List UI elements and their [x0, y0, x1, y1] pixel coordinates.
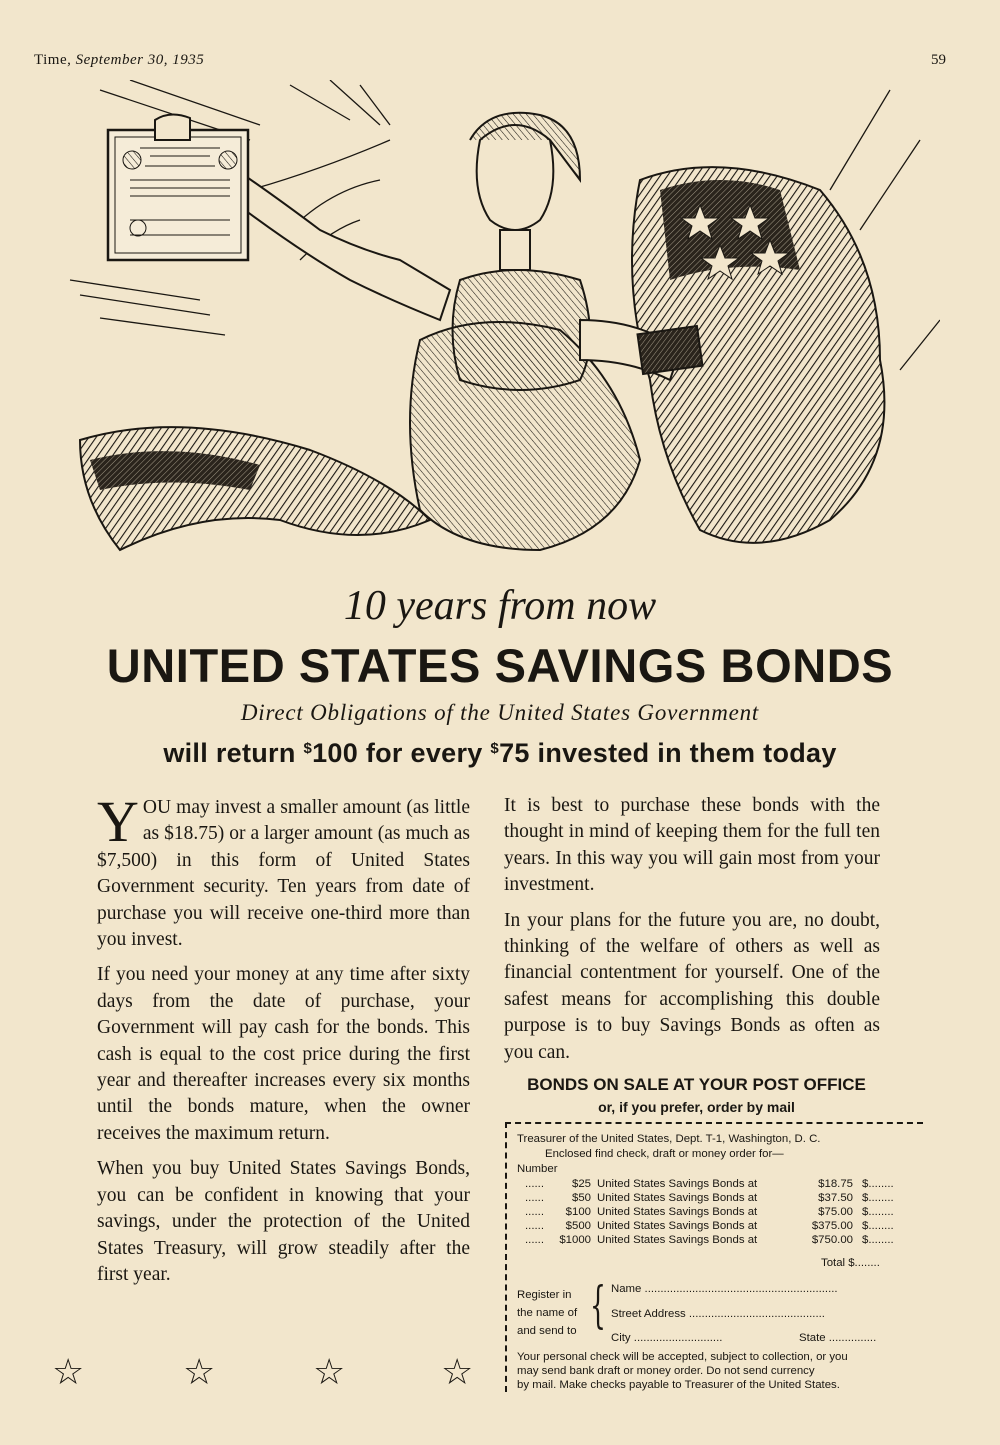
star-icon: ☆ — [52, 1352, 85, 1392]
order-coupon — [505, 1122, 925, 1397]
flag-left — [80, 427, 430, 550]
bond-order-row[interactable]: ...... $1000 United States Savings Bonds at $750.00 $........ — [525, 1234, 894, 1246]
page-number: 59 — [931, 52, 946, 68]
city-field[interactable]: City ............................ — [611, 1332, 723, 1344]
kicker: 10 years from now — [343, 583, 657, 629]
coupon-border-top — [505, 1122, 923, 1124]
bond-order-row[interactable]: ...... $50 United States Savings Bonds at $37.50 $........ — [525, 1192, 894, 1204]
paragraph: When you buy United States Savings Bonds, you can be confident in knowing that your savings, under the protection of the United States Treasury, will grow steadily after the first year. — [97, 1158, 470, 1285]
coupon-border-left — [505, 1122, 507, 1392]
star-icon: ☆ — [183, 1352, 216, 1392]
register-label: and send to — [517, 1325, 577, 1337]
magazine-header — [34, 52, 204, 69]
bond-order-row[interactable]: ...... $500 United States Savings Bonds at $375.00 $........ — [525, 1220, 894, 1232]
issue-date: September 30, 1935 — [75, 52, 205, 68]
coupon-total[interactable]: Total $........ — [821, 1257, 880, 1269]
coupon-number-label: Number — [517, 1163, 558, 1175]
state-field[interactable]: State ............... — [799, 1332, 877, 1344]
register-label: Register in — [517, 1289, 572, 1301]
left-body-column — [97, 789, 470, 1297]
paragraph: It is best to purchase these bonds with the thought in mind of keeping them for the full ten years. In this way you will gain most from your investment. — [504, 795, 880, 896]
sale-subheading: or, if you prefer, order by mail — [598, 1099, 795, 1115]
register-label: the name of — [517, 1307, 578, 1319]
fine-print-line: Your personal check will be accepted, subject to collection, or you — [517, 1351, 848, 1363]
bond-certificate — [108, 114, 248, 260]
star-icon: ☆ — [441, 1352, 474, 1392]
paragraph: YOU may invest a smaller amount (as little as $18.75) or a larger amount (as much as $7,500) in this form of United States Government security. Ten years from date of purchase you will receive one-third more than you invest. — [97, 789, 470, 951]
subhead: Direct Obligations of the United States Government — [240, 700, 760, 725]
name-field[interactable]: Name ............................................................. — [611, 1283, 838, 1295]
paragraph: In your plans for the future you are, no doubt, thinking of the welfare of others as well as financial contentment for yourself. One of the safest means for accomplishing this double purpose is to buy Savings Bonds as often as you can. — [504, 909, 880, 1063]
liberty-illustration — [60, 80, 940, 600]
tagline: will return $100 for every $75 invested in them today — [163, 738, 837, 768]
fine-print-line: by mail. Make checks payable to Treasurer of the United States. — [517, 1379, 840, 1391]
right-body-column — [504, 793, 880, 1075]
bond-order-row[interactable]: ...... $25 United States Savings Bonds at $18.75 $........ — [525, 1178, 894, 1190]
coupon-enclosed: Enclosed find check, draft or money order for— — [545, 1148, 784, 1160]
drop-cap: Y — [97, 789, 139, 854]
street-field[interactable]: Street Address ........................................... — [611, 1308, 825, 1320]
coupon-address: Treasurer of the United States, Dept. T-1, Washington, D. C. — [517, 1133, 821, 1145]
star-icon: ☆ — [313, 1352, 346, 1392]
paragraph: If you need your money at any time after sixty days from the date of purchase, your Government will pay cash for the bonds. This cash is equal to the cost price during the first year and thereafter increases every six months until the bonds mature, when the owner receives the maximum return. — [97, 964, 470, 1144]
bond-order-row[interactable]: ...... $100 United States Savings Bonds at $75.00 $........ — [525, 1206, 894, 1218]
brace-icon: { — [590, 1276, 606, 1334]
sale-heading: BONDS ON SALE AT YOUR POST OFFICE — [527, 1075, 866, 1094]
headline: UNITED STATES SAVINGS BONDS — [106, 639, 894, 692]
fine-print-line: may send bank draft or money order. Do not send currency — [517, 1365, 815, 1377]
magazine-name: Time, — [34, 52, 72, 68]
